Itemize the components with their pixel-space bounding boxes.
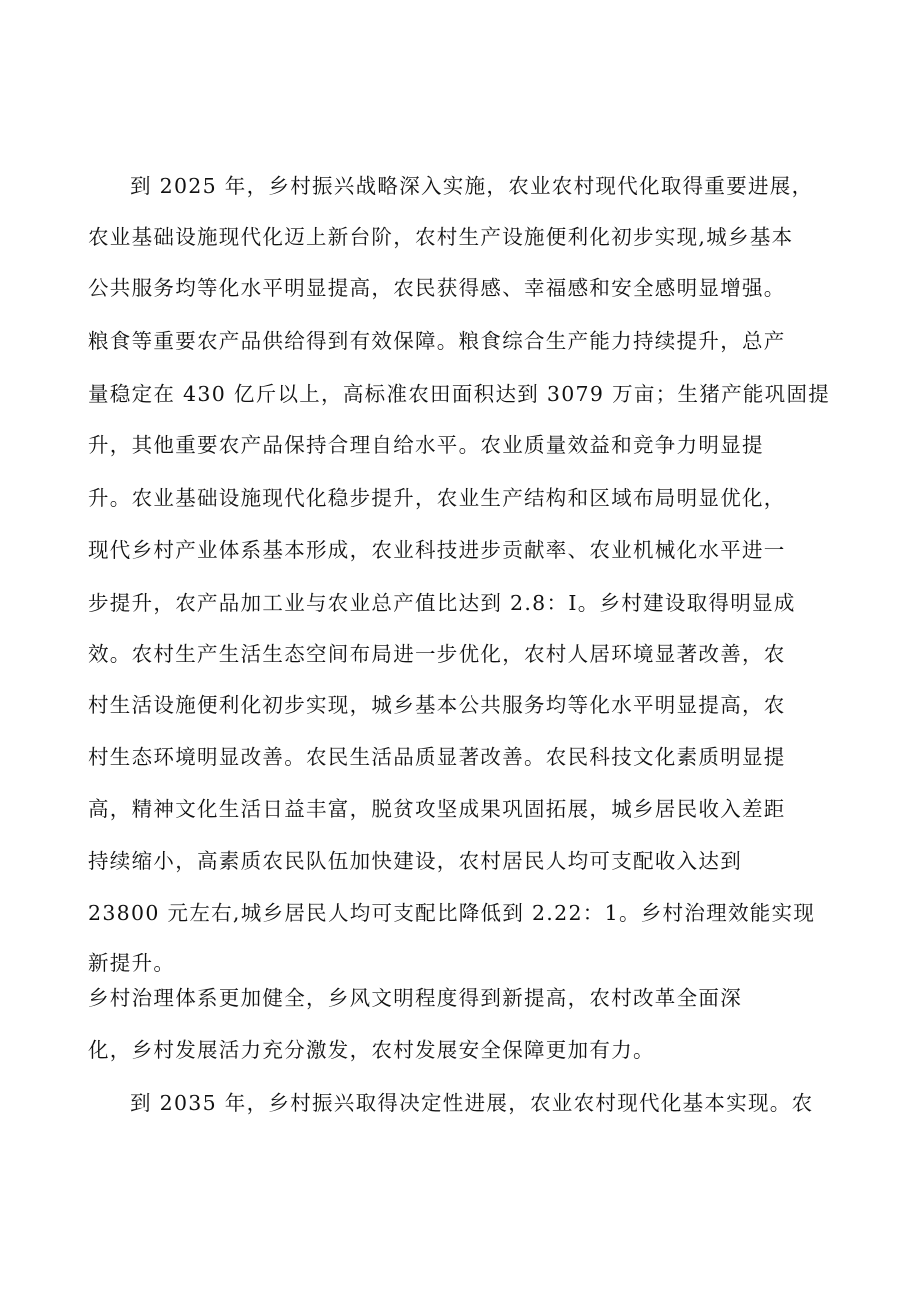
text-line: 到 2035 年，乡村振兴取得决定性进展，农业农村现代化基本实现。农: [130, 1091, 814, 1115]
text-line: 高，精神文化生活日益丰富，脱贫攻坚成果巩固拓展，城乡居民收入差距: [88, 797, 786, 821]
text-line: 现代乡村产业体系基本形成，农业科技进步贡献率、农业机械化水平进一: [88, 538, 786, 562]
text-line: 公共服务均等化水平明显提高，农民获得感、幸福感和安全感明显增强。: [88, 276, 786, 300]
text-line: 村生活设施便利化初步实现，城乡基本公共服务均等化水平明显提高，农: [88, 693, 786, 717]
text-line: 乡村治理体系更加健全，乡风文明程度得到新提高，农村改革全面深: [88, 986, 742, 1010]
text-line: 村生态环境明显改善。农民生活品质显著改善。农民科技文化素质明显提: [88, 745, 786, 769]
text-line: 持续缩小，高素质农民队伍加快建设，农村居民人均可支配收入达到: [88, 849, 742, 873]
text-line: 农业基础设施现代化迈上新台阶，农村生产设施便利化初步实现,城乡基本: [88, 225, 794, 249]
text-line: 化，乡村发展活力充分激发，农村发展安全保障更加有力。: [88, 1038, 655, 1062]
text-line: 效。农村生产生活生态空间布局进一步优化，农村人居环境显著改善，农: [88, 642, 786, 666]
text-line: 新提升。: [88, 951, 176, 975]
text-line: 23800 元左右,城乡居民人均可支配比降低到 2.22：1。乡村治理效能实现: [88, 901, 816, 925]
text-line: 到 2025 年，乡村振兴战略深入实施，农业农村现代化取得重要进展，: [130, 174, 814, 198]
text-line: 升，其他重要农产品保持合理自给水平。农业质量效益和竞争力明显提: [88, 433, 764, 457]
text-line: 粮食等重要农产品供给得到有效保障。粮食综合生产能力持续提升，总产: [88, 329, 786, 353]
text-line: 步提升，农产品加工业与农业总产值比达到 2.8：I。乡村建设取得明显成: [88, 591, 796, 615]
text-line: 量稳定在 430 亿斤以上，高标准农田面积达到 3079 万亩；生猪产能巩固提: [88, 382, 831, 406]
text-line: 升。农业基础设施现代化稳步提升，农业生产结构和区域布局明显优化，: [88, 486, 786, 510]
